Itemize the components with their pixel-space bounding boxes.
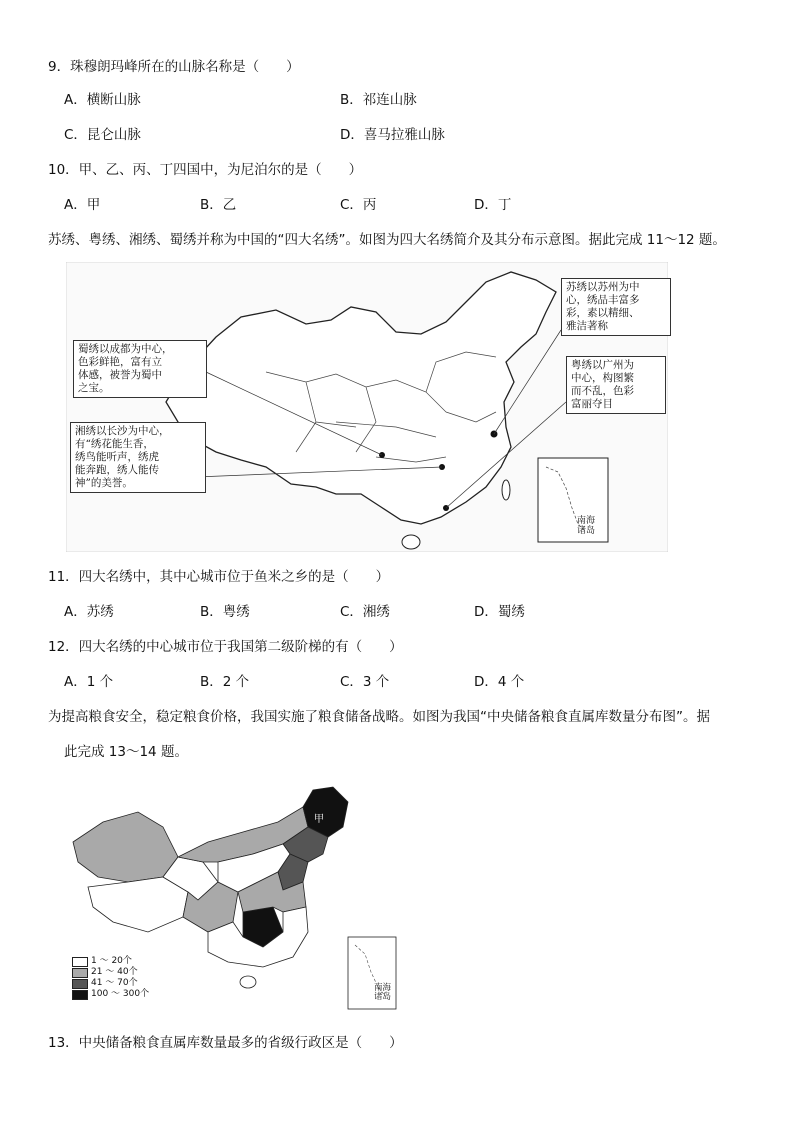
q9-option-d: D．喜马拉雅山脉 <box>340 127 445 143</box>
south-china-sea-label: 南海 诸岛 <box>374 983 392 1002</box>
grain-intro-line1: 为提高粮食安全，稳定粮食价格，我国实施了粮食储备战略。如图为我国“中央储备粮食直属库数量分布图”。据 <box>48 709 710 725</box>
q11-option-c: C．湘绣 <box>340 604 390 620</box>
q11-option-b: B．粤绣 <box>200 604 250 620</box>
legend-item: 41 ～ 70个 <box>72 978 149 989</box>
legend-item: 1 ～ 20个 <box>72 956 149 967</box>
xiang-embroidery-note: 湘绣以长沙为中心， 有“绣花能生香， 绣鸟能听声，绣虎 能奔跑，绣人能传 神”的美誉。 <box>70 422 206 493</box>
q9-stem: 9．珠穆朗玛峰所在的山脉名称是（ ） <box>48 59 300 75</box>
embroidery-intro: 苏绣、粤绣、湘绣、蜀绣并称为中国的“四大名绣”。如图为四大名绣简介及其分布示意图。据此完成 11～12 题。 <box>48 232 726 248</box>
q11-stem: 11．四大名绣中，其中心城市位于鱼米之乡的是（ ） <box>48 569 390 585</box>
shu-embroidery-note: 蜀绣以成都为中心， 色彩鲜艳，富有立 体感，被誉为蜀中 之宝。 <box>73 340 207 398</box>
q12-stem: 12．四大名绣的中心城市位于我国第二级阶梯的有（ ） <box>48 639 403 655</box>
q11-option-a: A．苏绣 <box>64 604 114 620</box>
yue-embroidery-note: 粤绣以广州为 中心，构图繁 而不乱，色彩 富丽夺目 <box>566 356 666 414</box>
q11-option-d: D．蜀绣 <box>474 604 525 620</box>
q10-option-c: C．丙 <box>340 197 377 213</box>
legend-item: 21 ～ 40个 <box>72 967 149 978</box>
embroidery-map <box>66 262 668 552</box>
province-marker-jia: 甲 <box>314 814 324 825</box>
south-china-sea-label: 南海 诸岛 <box>577 516 596 536</box>
grain-intro-line2: 此完成 13～14 题。 <box>64 744 188 760</box>
q9-option-a: A．横断山脉 <box>64 92 141 108</box>
grain-depot-map <box>68 782 408 1012</box>
q10-option-a: A．甲 <box>64 197 101 213</box>
q10-stem: 10．甲、乙、丙、丁四国中，为尼泊尔的是（ ） <box>48 162 363 178</box>
q10-option-d: D．丁 <box>474 197 512 213</box>
su-embroidery-note: 苏绣以苏州为中 心，绣品丰富多 彩，素以精细、 雅洁著称 <box>561 278 671 336</box>
q9-option-b: B．祁连山脉 <box>340 92 417 108</box>
grain-map-legend <box>72 956 149 1000</box>
q10-option-b: B．乙 <box>200 197 237 213</box>
q13-stem: 13．中央储备粮食直属库数量最多的省级行政区是（ ） <box>48 1035 403 1051</box>
q12-option-d: D．4 个 <box>474 674 525 690</box>
q12-option-a: A．1 个 <box>64 674 114 690</box>
q9-option-c: C．昆仑山脉 <box>64 127 141 143</box>
legend-item: 100 ～ 300个 <box>72 989 149 1000</box>
q12-option-b: B．2 个 <box>200 674 250 690</box>
q12-option-c: C．3 个 <box>340 674 390 690</box>
